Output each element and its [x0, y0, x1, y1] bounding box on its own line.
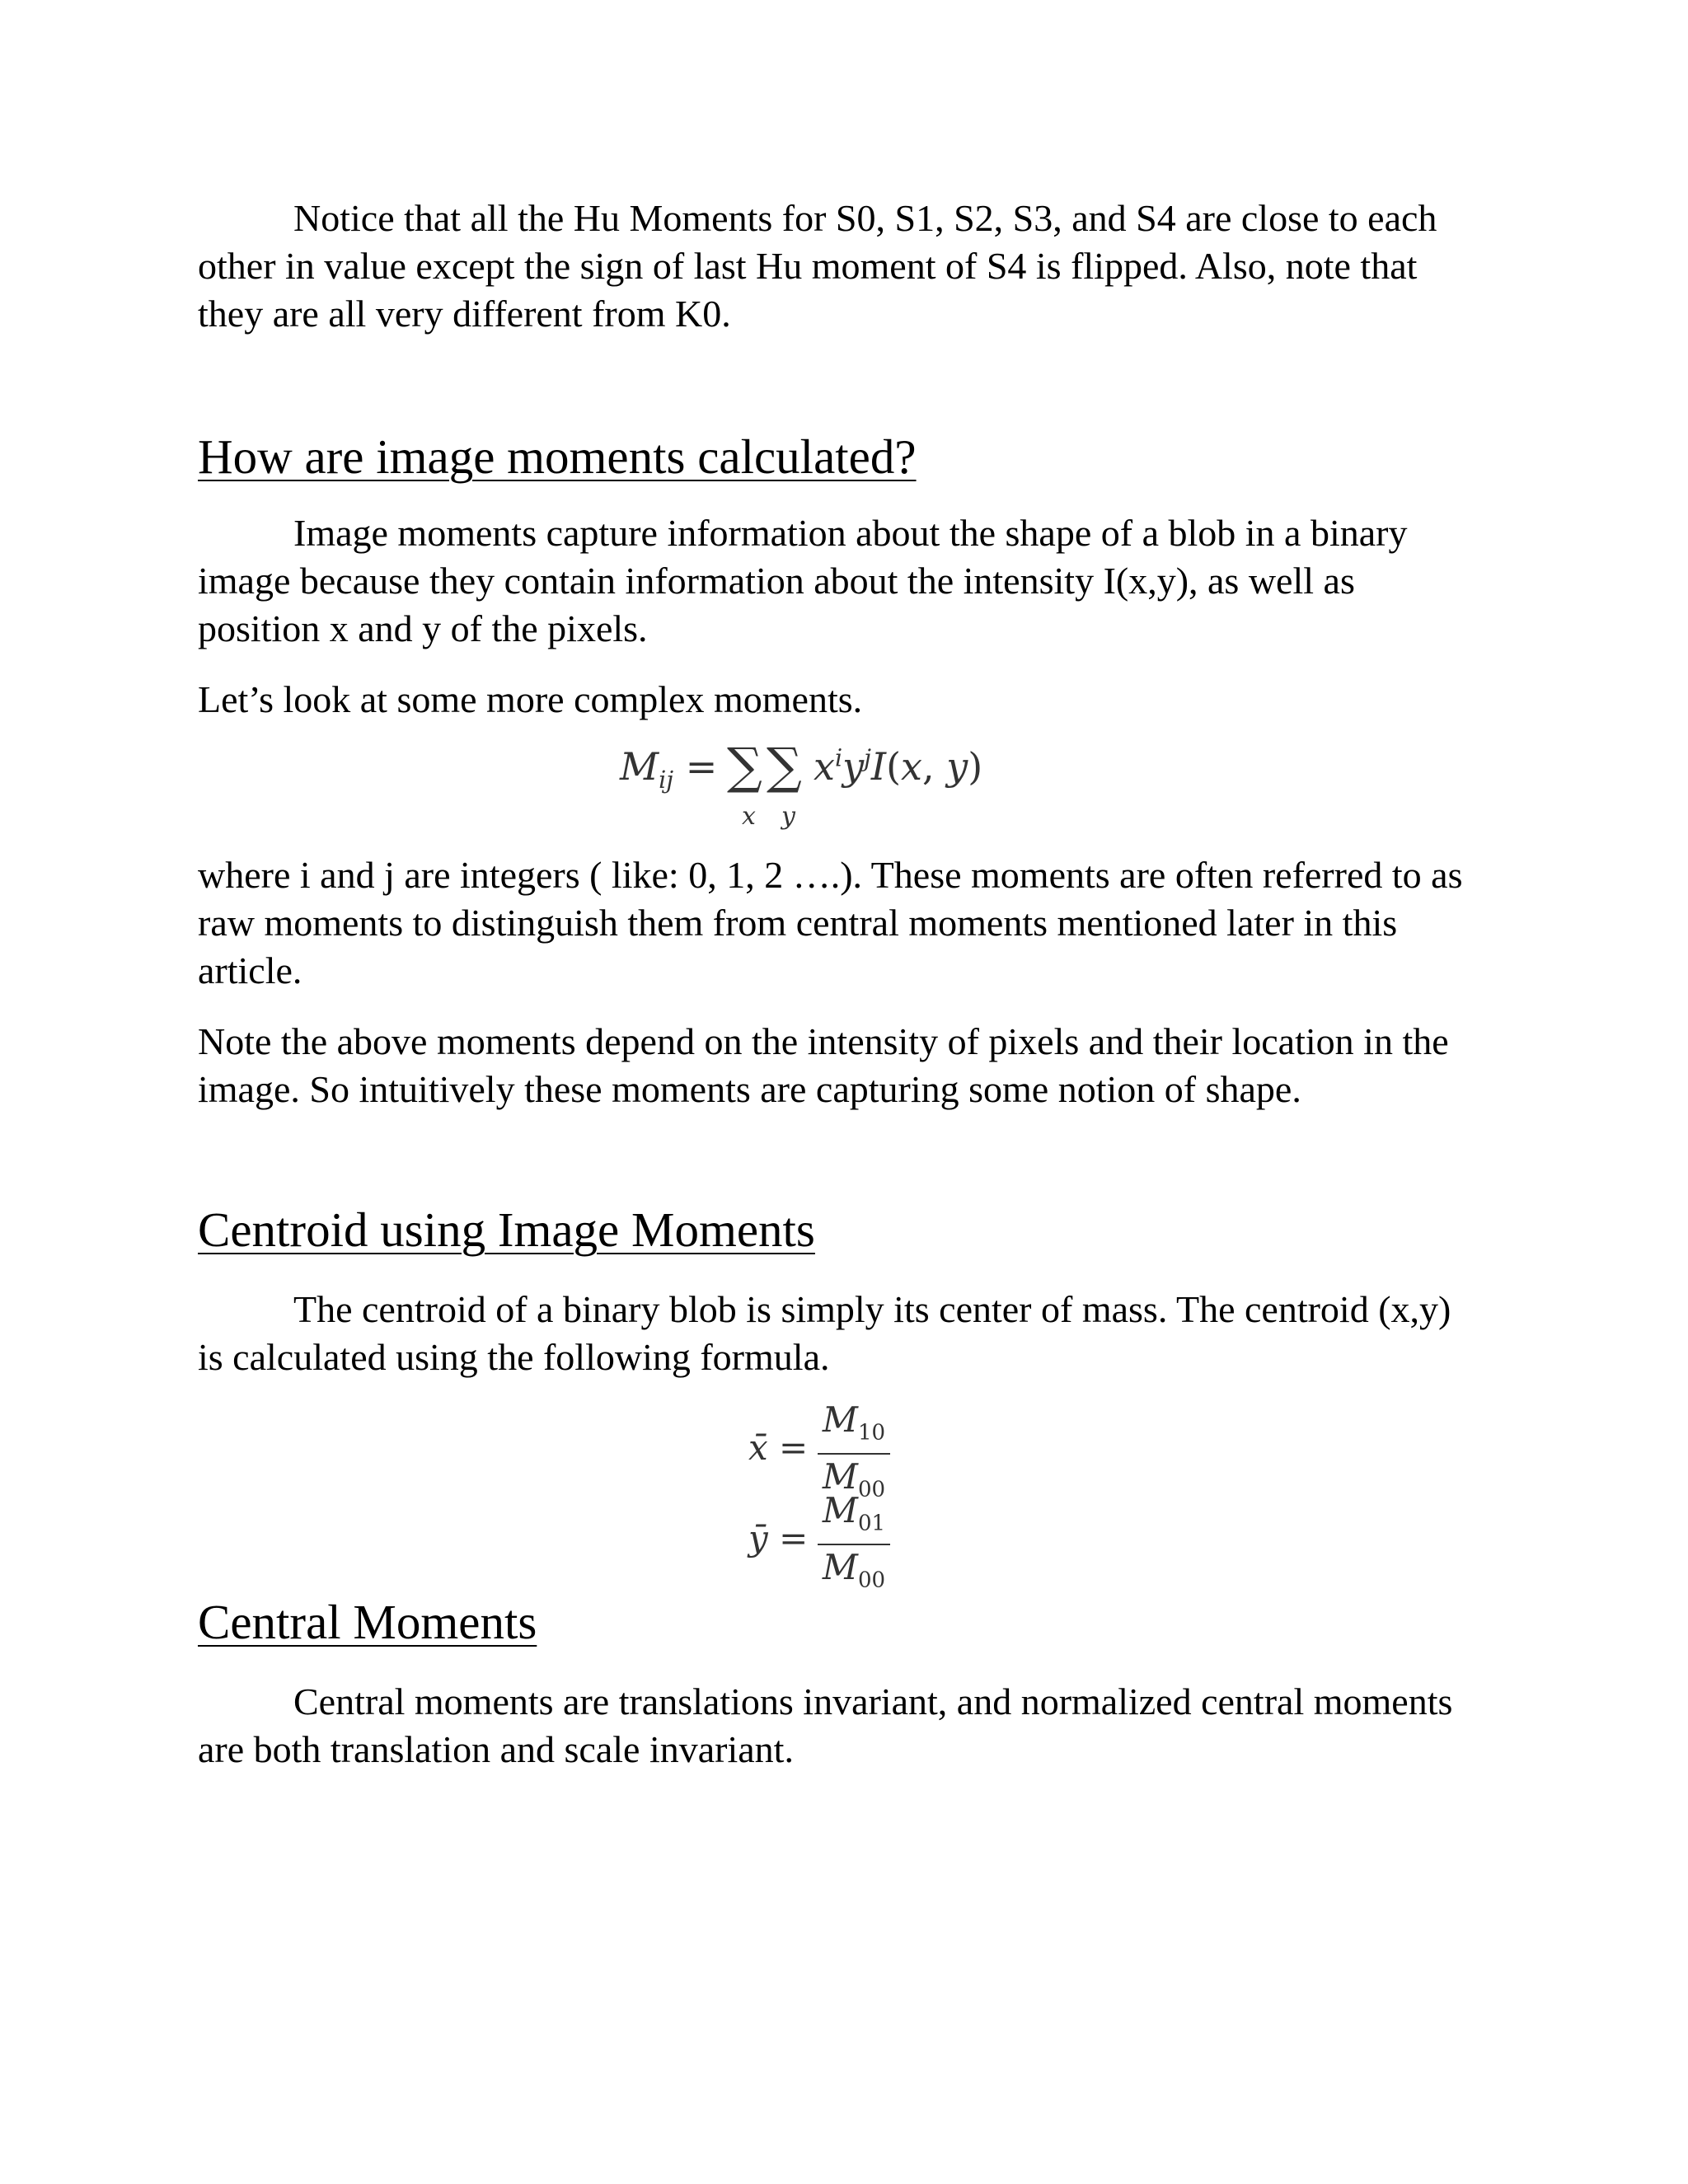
section-heading-centroid: Centroid using Image Moments	[198, 1202, 815, 1257]
section-heading-image-moments: How are image moments calculated?	[198, 429, 917, 484]
raw-moment-equation: $M_{ij}$ = ∑ x ∑ y $x^iy^jI(x$, y)	[620, 738, 983, 831]
document-page: Notice that all the Hu Moments for S0, S1, S2, S3, and S4 are close to each other in value except the sign of last Hu moment of S4 is flipped. Also, note that they are all very different from K0. How are image moments calculated? Image moments capture information about the shape of a blob in a binary image because they contain information about the intensity I(x,y), as well as position x and y of the pixels. Let’s look at some more complex moments. $M_{ij}$ = ∑ x ∑ y $x^iy^jI(x$, y) where i and j are integers ( like: 0, 1, 2 ….). These moments are often referred to as raw moments to distinguish them from central moments mentioned later in this article. Note the above moments depend on the intensity of pixels and their location in the image. So intuitively these moments are capturing some notion of shape. Centroid using Image Moments The centroid of a binary blob is simply its center of mass. The centroid (x,y) is calculated using the following formula. x̄ = $\frac{M_{10}}{M_{00}}$ ȳ = $\frac{M_{01}}{M_{00}}$ Central Moments Central moments are translations invariant, and normalized central moments are both translation and scale invariant.	[0, 0, 1688, 2184]
paragraph-central-moments: Central moments are translations invariant, and normalized central moments are both translation and scale invariant.	[198, 1680, 1453, 1770]
paragraph-centroid: The centroid of a binary blob is simply its center of mass. The centroid (x,y) is calculated using the following formula.	[198, 1288, 1451, 1378]
paragraph-moment-notes: Note the above moments depend on the intensity of pixels and their location in the image. So intuitively these moments are capturing some notion of shape.	[198, 1020, 1449, 1110]
intro-paragraph: Notice that all the Hu Moments for S0, S1, S2, S3, and S4 are close to each other in value except the sign of last Hu moment of S4 is flipped. Also, note that they are all very different from K0.	[198, 197, 1437, 335]
section-heading-central-moments: Central Moments	[198, 1595, 537, 1649]
paragraph-complex-moments: Let’s look at some more complex moments.	[198, 678, 863, 720]
paragraph-image-moments-intro: Image moments capture information about the shape of a blob in a binary image because they contain information about the intensity I(x,y), as well as position x and y of the pixels.	[198, 512, 1408, 649]
paragraph-raw-moments: where i and j are integers ( like: 0, 1, 2 ….). These moments are often referred to as raw moments to distinguish them from central moments mentioned later in this article.	[198, 854, 1463, 991]
